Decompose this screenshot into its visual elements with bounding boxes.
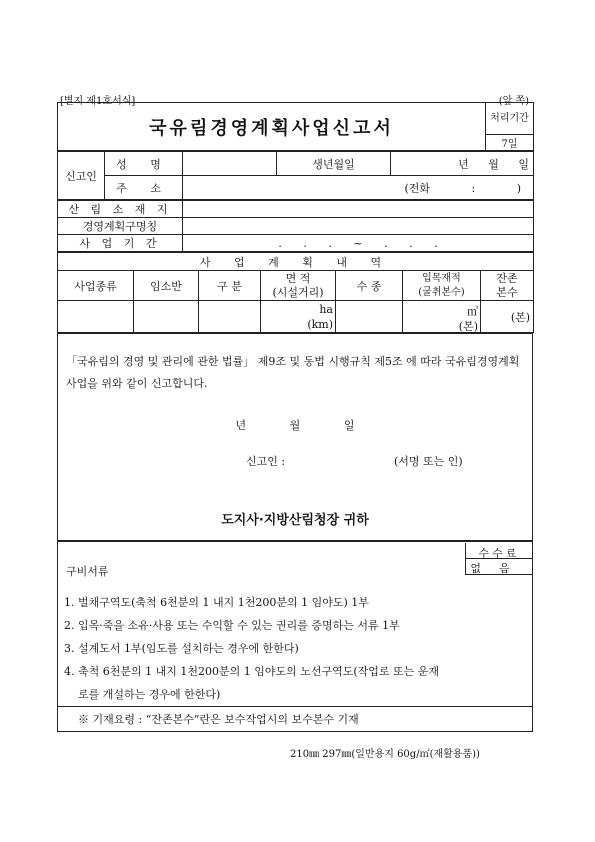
unit-m3: ㎥ [467, 305, 478, 318]
document-item: 2. 입목·죽을 소유·사용 또는 수익할 수 있는 권리를 증명하는 서류 1부 [64, 619, 400, 632]
period-label: 사 업 기 간 [58, 235, 183, 252]
statement-table [57, 333, 533, 541]
date-year: 년 [235, 419, 247, 432]
applicant-table [57, 151, 534, 200]
col-volume [403, 271, 481, 301]
col-area [261, 271, 336, 301]
form-number: [별지 제1호서식] [60, 96, 136, 107]
processing-days: 7일 [486, 135, 534, 151]
signature-note: (서명 또는 인) [394, 455, 463, 468]
col-area-label: 면 적 [285, 271, 311, 285]
statement-area [58, 337, 532, 537]
birth-label: 생년월일 [277, 152, 391, 176]
cell-business-type[interactable] [58, 301, 134, 333]
period-field[interactable]: . . . ~ . . . [183, 235, 534, 252]
cell-category[interactable] [199, 301, 261, 333]
documents-table [57, 541, 533, 732]
cell-species[interactable] [336, 301, 403, 333]
paper-spec: 210㎜ 297㎜(일반용지 60g/㎡(재활용품)) [290, 749, 480, 760]
unit-count: (본) [458, 320, 478, 333]
fee-label: 수수료 [478, 547, 520, 560]
date-month: 월 [289, 419, 301, 432]
col-area-sub: (시설거리) [272, 285, 324, 299]
address-field[interactable]: (전화 : ) [183, 176, 534, 200]
document-item: 3. 설계도서 1부(임도를 설치하는 경우에 한한다) [64, 642, 299, 655]
documents-title: 구비서류 [66, 565, 109, 578]
form-container [57, 102, 533, 732]
plan-section-title: 사 업 계 획 내 역 [58, 253, 534, 271]
unit-ha: ha [319, 303, 333, 316]
plan-table [57, 252, 534, 333]
col-business-type: 사업종류 [58, 271, 134, 301]
birth-field[interactable]: 년 월 일 [391, 152, 534, 176]
col-category: 구 분 [199, 271, 261, 301]
unit-km: (km) [307, 318, 333, 331]
signer-label: 신고인 : [246, 455, 286, 468]
col-volume-sub: (굴취본수) [418, 286, 465, 298]
submission-date [58, 417, 532, 433]
documents-list [64, 591, 526, 706]
info-table [57, 200, 534, 252]
col-remaining-label: 잔존 [496, 271, 518, 285]
forest-location-field[interactable] [183, 201, 534, 218]
document-item: 1. 벌채구역도(축척 6천분의 1 내지 1천200분의 1 임야도) 1부 [64, 596, 369, 609]
page-side: (앞 쪽) [498, 96, 529, 107]
plan-name-label: 경영계획구명칭 [58, 218, 183, 235]
col-volume-label: 입목재적 [422, 272, 461, 284]
col-species: 수 종 [336, 271, 403, 301]
documents-area [58, 543, 532, 705]
cell-remaining[interactable]: (본) [481, 301, 534, 333]
processing-label: 처리기간 [486, 103, 534, 135]
col-remaining-sub: 본수 [496, 285, 518, 299]
form-title: 국유림경영계획사업신고서 [58, 103, 486, 151]
writing-guide-note: ※ 기재요령 : “잔존본수”란은 보수작업시의 보수본수 기재 [58, 707, 533, 732]
name-label: 성 명 [105, 152, 183, 176]
fee-value: 없음 [470, 562, 528, 575]
col-compartment: 임소반 [134, 271, 199, 301]
document-item-continued: 로를 개설하는 경우에 한한다) [78, 688, 221, 701]
date-day: 일 [343, 419, 355, 432]
document-item: 4. 축척 6천분의 1 내지 1천200분의 1 임야도의 노선구역도(작업로 또는 운재 [64, 665, 440, 678]
addressee: 도지사·지방산림청장 귀하 [221, 513, 369, 528]
title-table [57, 102, 534, 151]
forest-location-label: 산 림 소 재 지 [58, 201, 183, 218]
cell-area[interactable] [261, 301, 336, 333]
fee-box [465, 543, 532, 575]
plan-name-field[interactable] [183, 218, 534, 235]
col-remaining [481, 271, 534, 301]
applicant-label: 신고인 [58, 152, 105, 200]
statement-text: 「국유림의 경영 및 관리에 관한 법률」 제9조 및 동법 시행규칙 제5조 에 따라 국유림경영계획사업을 위와 같이 신고합니다. [66, 355, 520, 390]
cell-compartment[interactable] [134, 301, 199, 333]
address-label: 주 소 [105, 176, 183, 200]
fee-divider [466, 558, 532, 559]
name-field[interactable] [183, 152, 277, 176]
cell-volume[interactable] [403, 301, 481, 333]
